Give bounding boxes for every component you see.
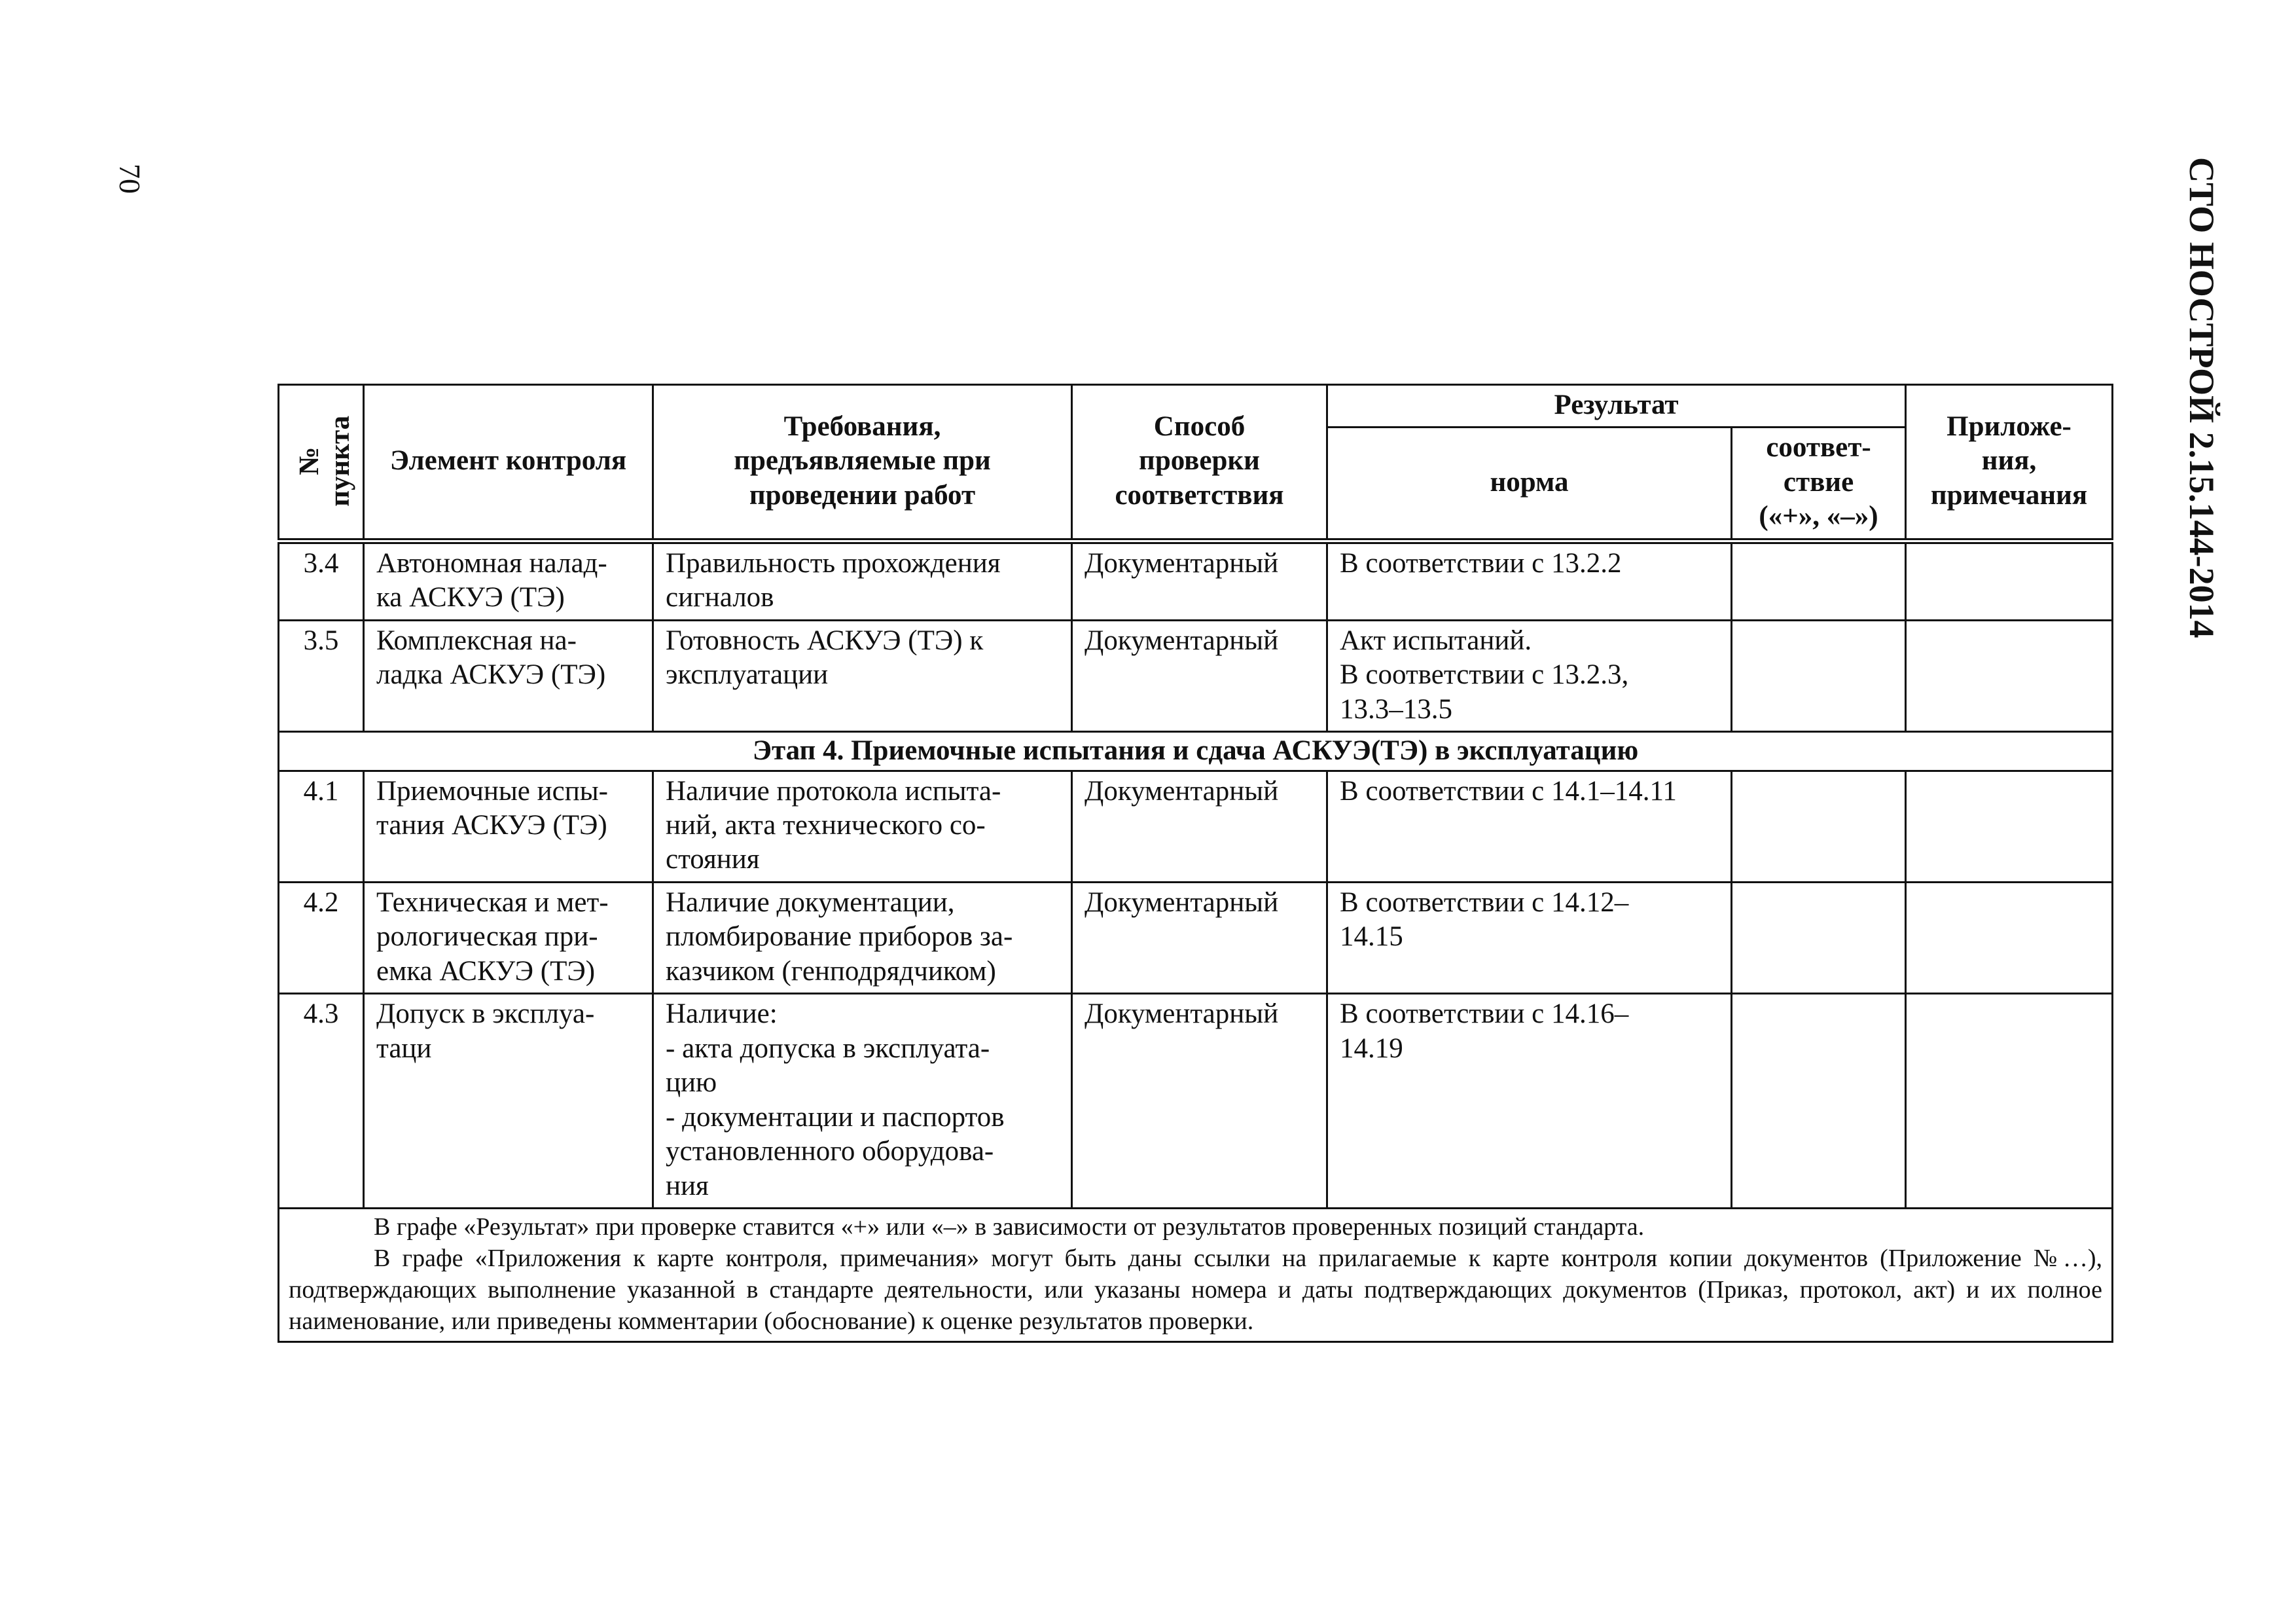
table-body-stage4-title: [279, 732, 2113, 771]
cell-num: 3.5: [279, 620, 364, 731]
cell-line: Наличие:: [666, 998, 778, 1030]
cell-line: - документации и паспортов: [666, 1101, 1005, 1133]
cell-compliance: [1732, 771, 1906, 882]
table-body-stage3: [279, 541, 2113, 731]
cell-num: 4.3: [279, 994, 364, 1209]
footnote-row: [279, 1208, 2113, 1342]
cell-line: В соответствии с 13.2.2: [1340, 547, 1622, 579]
cell-line: Комплексная на-: [376, 625, 577, 656]
header-row-top: [279, 385, 2113, 428]
cell-notes: [1906, 541, 2113, 620]
cell-line: 14.19: [1340, 1032, 1403, 1064]
cell-line: пломбирование приборов за-: [666, 921, 1013, 953]
cell-line: ладка АСКУЭ (ТЭ): [376, 659, 606, 691]
cell-line: цию: [666, 1067, 717, 1099]
cell-line: сигналов: [666, 582, 774, 613]
footnote: [279, 1208, 2113, 1342]
cell-line: В соответствии с 13.2.3,: [1340, 659, 1629, 691]
cell-norm: [1327, 994, 1732, 1209]
header-norm: норма: [1327, 428, 1732, 541]
cell-line: Наличие протокола испыта-: [666, 775, 1001, 807]
footnote-paragraph-1: В графе «Результат» при проверке ставится «+» или «–» в зависимости от результатов проверенных позиций стандарта.: [374, 1213, 1645, 1241]
stage-title: Этап 4. Приемочные испытания и сдача АСКУЭ(ТЭ) в эксплуатацию: [279, 732, 2113, 771]
cell-requirements: [653, 771, 1072, 882]
header-line: Требования,: [783, 410, 941, 442]
cell-line: В соответствии с 14.16–: [1340, 998, 1629, 1030]
cell-method: Документарный: [1072, 541, 1327, 620]
cell-requirements: [653, 994, 1072, 1209]
header-line: ствие: [1783, 466, 1854, 498]
header-line: предъявляемые при: [734, 445, 991, 477]
header-compliance: [1732, 428, 1906, 541]
cell-notes: [1906, 771, 2113, 882]
cell-norm: [1327, 771, 1732, 882]
cell-norm: [1327, 541, 1732, 620]
cell-notes: [1906, 882, 2113, 993]
cell-line: ния: [666, 1170, 709, 1201]
cell-line: Акт испытаний.: [1340, 625, 1532, 656]
cell-method: Документарный: [1072, 620, 1327, 731]
header-line: примечания: [1930, 479, 2088, 511]
cell-element: [364, 620, 653, 731]
cell-line: ний, акта технического со-: [666, 809, 986, 841]
header-num-line: №: [294, 447, 325, 475]
cell-method: Документарный: [1072, 994, 1327, 1209]
cell-requirements: [653, 620, 1072, 731]
cell-compliance: [1732, 620, 1906, 731]
cell-element: [364, 994, 653, 1209]
header-num: [279, 385, 364, 541]
header-requirements: [653, 385, 1072, 541]
cell-line: емка АСКУЭ (ТЭ): [376, 955, 596, 987]
header-line: («+», «–»): [1759, 501, 1878, 532]
header-line: соответствия: [1115, 479, 1284, 511]
control-table: [278, 384, 2113, 1343]
cell-num: 4.1: [279, 771, 364, 882]
cell-element: [364, 541, 653, 620]
cell-line: таци: [376, 1032, 432, 1064]
cell-line: ка АСКУЭ (ТЭ): [376, 582, 565, 613]
header-line: проведении работ: [749, 479, 976, 511]
cell-line: Правильность прохождения: [666, 547, 1001, 579]
cell-line: Приемочные испы-: [376, 775, 608, 807]
table-row: [279, 882, 2113, 993]
cell-line: казчиком (генподрядчиком): [666, 955, 996, 987]
cell-line: эксплуатации: [666, 659, 829, 691]
cell-line: В соответствии с 14.12–: [1340, 886, 1629, 918]
cell-requirements: [653, 541, 1072, 620]
cell-notes: [1906, 620, 2113, 731]
cell-element: [364, 882, 653, 993]
table-row: [279, 771, 2113, 882]
header-line: соответ-: [1766, 432, 1871, 464]
cell-line: рологическая при-: [376, 921, 598, 953]
cell-line: установленного оборудова-: [666, 1136, 994, 1167]
cell-compliance: [1732, 994, 1906, 1209]
cell-line: Наличие документации,: [666, 886, 955, 918]
cell-method: Документарный: [1072, 882, 1327, 993]
cell-line: 14.15: [1340, 921, 1403, 953]
cell-compliance: [1732, 541, 1906, 620]
page-number: 70: [113, 164, 147, 194]
header-line: Приложе-: [1946, 410, 2072, 442]
cell-line: Автономная налад-: [376, 547, 607, 579]
cell-element: [364, 771, 653, 882]
cell-line: Допуск в эксплуа-: [376, 998, 595, 1030]
header-notes: [1906, 385, 2113, 541]
table-body-stage4: [279, 771, 2113, 1208]
footnote-paragraph-2: В графе «Приложения к карте контроля, примечания» могут быть даны ссылки на прилагаемые к карте контроля копии документов (Приложение №…), подтверждающих выполнение указанной в стандарте деятельности, или указаны номера и даты подтверждающих документов (Приказ, протокол, акт) и их полное наименование, или приведены комментарии (обоснование) к оценке результатов проверки.: [289, 1244, 2103, 1335]
table-body-footnote: [279, 1208, 2113, 1342]
header-num-line: пункта: [325, 415, 356, 507]
cell-line: Готовность АСКУЭ (ТЭ) к: [666, 625, 984, 656]
header-result: Результат: [1327, 385, 1906, 428]
header-line: Способ: [1153, 410, 1246, 442]
cell-line: тания АСКУЭ (ТЭ): [376, 809, 607, 841]
cell-compliance: [1732, 882, 1906, 993]
cell-norm: [1327, 620, 1732, 731]
cell-line: 13.3–13.5: [1340, 693, 1452, 725]
header-line: ния,: [1981, 445, 2037, 477]
table-row: [279, 994, 2113, 1209]
cell-num: 4.2: [279, 882, 364, 993]
cell-requirements: [653, 882, 1072, 993]
cell-line: В соответствии с 14.1–14.11: [1340, 775, 1677, 807]
header-line: проверки: [1139, 445, 1260, 477]
stage-row: [279, 732, 2113, 771]
cell-notes: [1906, 994, 2113, 1209]
document-code: СТО НОСТРОЙ 2.15.144-2014: [2182, 157, 2221, 638]
cell-line: стояния: [666, 844, 760, 875]
table-row: [279, 620, 2113, 731]
cell-line: - акта допуска в эксплуата-: [666, 1032, 990, 1064]
cell-line: Техническая и мет-: [376, 886, 609, 918]
cell-num: 3.4: [279, 541, 364, 620]
cell-norm: [1327, 882, 1732, 993]
header-method: [1072, 385, 1327, 541]
header-element: Элемент контроля: [364, 385, 653, 541]
table-row: [279, 541, 2113, 620]
cell-method: Документарный: [1072, 771, 1327, 882]
